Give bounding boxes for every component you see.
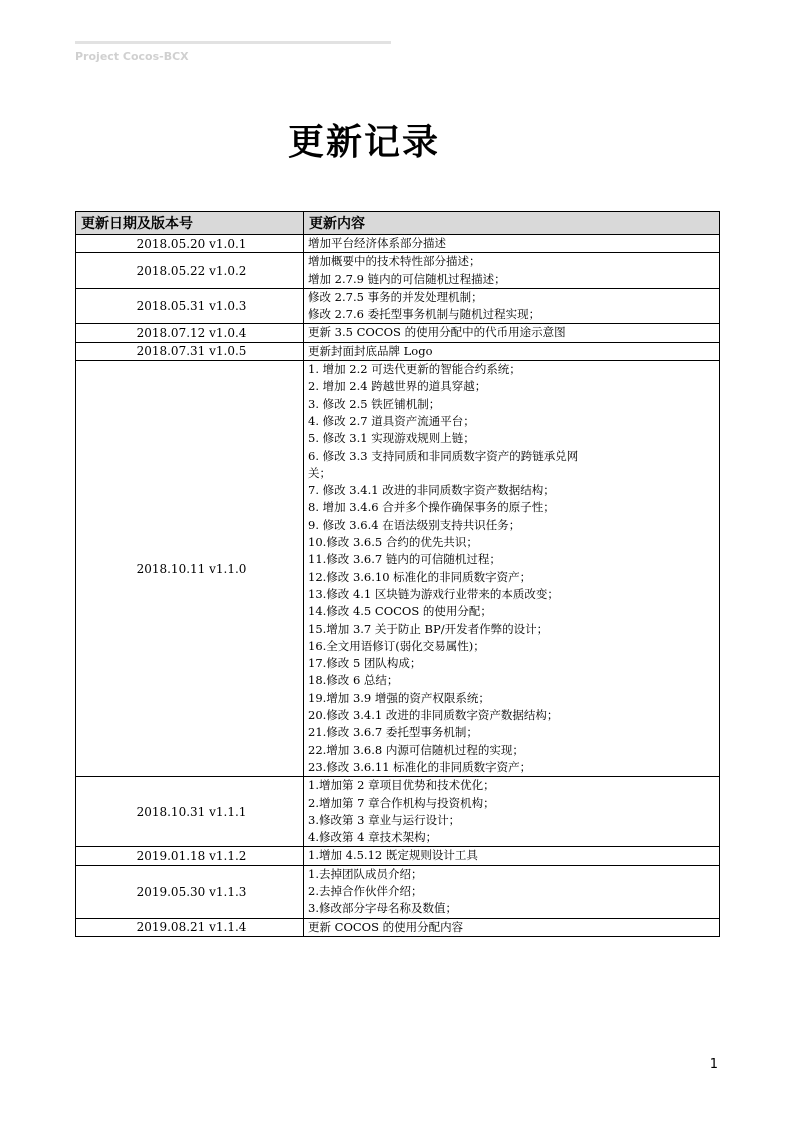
- change-line: 18.修改 6 总结；: [308, 673, 399, 688]
- version-date-cell: 2019.01.18 v1.1.2: [76, 847, 304, 865]
- page-number: 1: [709, 1057, 718, 1072]
- change-line: 10.修改 3.6.5 合约的优先共识；: [308, 535, 478, 550]
- change-line: 更新封面封底品牌 Logo: [308, 343, 433, 358]
- change-line: 4.修改第 4 章技术架构；: [308, 830, 438, 845]
- change-line: 19.增加 3.9 增强的资产权限系统；: [308, 690, 490, 705]
- change-content-cell: [304, 253, 720, 289]
- change-line: 15.增加 3.7 关于防止 BP/开发者作弊的设计；: [308, 621, 549, 636]
- version-date-cell: 2018.05.22 v1.0.2: [76, 253, 304, 289]
- changelog-table: [75, 211, 720, 937]
- change-line: 16.全文用语修订(弱化交易属性)；: [308, 638, 485, 653]
- column-header-date: 更新日期及版本号: [76, 212, 304, 235]
- change-line: 17.修改 5 团队构成；: [308, 656, 422, 671]
- running-header: Project Cocos-BCX: [75, 50, 189, 63]
- change-line: 2.增加第 7 章合作机构与投资机构；: [308, 795, 495, 810]
- change-line: 9. 修改 3.6.4 在语法级别支持共识任务；: [308, 517, 521, 532]
- change-line: 22.增加 3.6.8 内源可信随机过程的实现；: [308, 742, 524, 757]
- page-title: 更新记录: [287, 122, 440, 163]
- change-line: 2.去掉合作伙伴介绍；: [308, 883, 423, 898]
- change-line: 12.修改 3.6.10 标准化的非同质数字资产；: [308, 569, 532, 584]
- table-row: [76, 288, 720, 324]
- table-row: [76, 342, 720, 360]
- change-line: 更新 COCOS 的使用分配内容: [308, 919, 464, 934]
- change-line: 13.修改 4.1 区块链为游戏行业带来的本质改变；: [308, 586, 559, 601]
- table-row: [76, 847, 720, 865]
- table-row: [76, 777, 720, 847]
- change-line: 修改 2.7.5 事务的并发处理机制；: [308, 289, 483, 304]
- change-line: 修改 2.7.6 委托型事务机制与随机过程实现；: [308, 307, 541, 322]
- change-line: 7. 修改 3.4.1 改进的非同质数字资产数据结构；: [308, 483, 555, 498]
- changelog-body: [76, 235, 720, 937]
- change-content-cell: [304, 235, 720, 253]
- change-line: 23.修改 3.6.11 标准化的非同质数字资产；: [308, 759, 532, 774]
- table-header-row: [76, 212, 720, 235]
- change-line: 1.去掉团队成员介绍；: [308, 866, 423, 881]
- table-row: [76, 865, 720, 918]
- change-line: 3.修改第 3 章业与运行设计；: [308, 812, 461, 827]
- change-line: 1.增加 4.5.12 既定规则设计工具: [308, 848, 478, 863]
- version-date-cell: 2019.08.21 v1.1.4: [76, 918, 304, 936]
- table-row: [76, 253, 720, 289]
- change-content-cell: [304, 865, 720, 918]
- column-header-content: 更新内容: [304, 212, 720, 235]
- table-row: [76, 324, 720, 342]
- change-content-cell: [304, 847, 720, 865]
- version-date-cell: 2018.05.20 v1.0.1: [76, 235, 304, 253]
- change-line: 5. 修改 3.1 实现游戏规则上链；: [308, 431, 475, 446]
- table-row: [76, 361, 720, 777]
- change-line: 20.修改 3.4.1 改进的非同质数字资产数据结构；: [308, 708, 559, 723]
- version-date-cell: 2018.10.11 v1.1.0: [76, 361, 304, 777]
- change-line: 1. 增加 2.2 可迭代更新的智能合约系统；: [308, 362, 521, 377]
- change-content-cell: [304, 288, 720, 324]
- change-content-cell: [304, 918, 720, 936]
- version-date-cell: 2018.05.31 v1.0.3: [76, 288, 304, 324]
- change-line: 2. 增加 2.4 跨越世界的道具穿越；: [308, 379, 487, 394]
- change-content-cell: [304, 324, 720, 342]
- table-row: [76, 235, 720, 253]
- change-line: 更新 3.5 COCOS 的使用分配中的代币用途示意图: [308, 325, 566, 340]
- change-line: 6. 修改 3.3 支持同质和非同质数字资产的跨链承兑网: [308, 448, 579, 463]
- version-date-cell: 2018.07.12 v1.0.4: [76, 324, 304, 342]
- change-line: 14.修改 4.5 COCOS 的使用分配；: [308, 604, 492, 619]
- change-content-cell: [304, 777, 720, 847]
- change-line: 8. 增加 3.4.6 合并多个操作确保事务的原子性；: [308, 500, 555, 515]
- change-line: 3.修改部分字母名称及数值；: [308, 901, 457, 916]
- change-line: 关；: [308, 465, 331, 480]
- header-rule: [75, 41, 391, 44]
- change-content-cell: [304, 342, 720, 360]
- change-line: 增加概要中的技术特性部分描述；: [308, 254, 481, 269]
- change-line: 增加 2.7.9 链内的可信随机过程描述；: [308, 271, 506, 286]
- change-line: 21.修改 3.6.7 委托型事务机制；: [308, 725, 478, 740]
- change-line: 1.增加第 2 章项目优势和技术优化；: [308, 778, 495, 793]
- table-row: [76, 918, 720, 936]
- change-line: 增加平台经济体系部分描述: [308, 236, 446, 250]
- version-date-cell: 2018.07.31 v1.0.5: [76, 342, 304, 360]
- change-content-cell: [304, 361, 720, 777]
- change-line: 11.修改 3.6.7 链内的可信随机过程；: [308, 552, 501, 567]
- version-date-cell: 2019.05.30 v1.1.3: [76, 865, 304, 918]
- version-date-cell: 2018.10.31 v1.1.1: [76, 777, 304, 847]
- change-line: 3. 修改 2.5 铁匠铺机制；: [308, 396, 441, 411]
- change-line: 4. 修改 2.7 道具资产流通平台；: [308, 413, 475, 428]
